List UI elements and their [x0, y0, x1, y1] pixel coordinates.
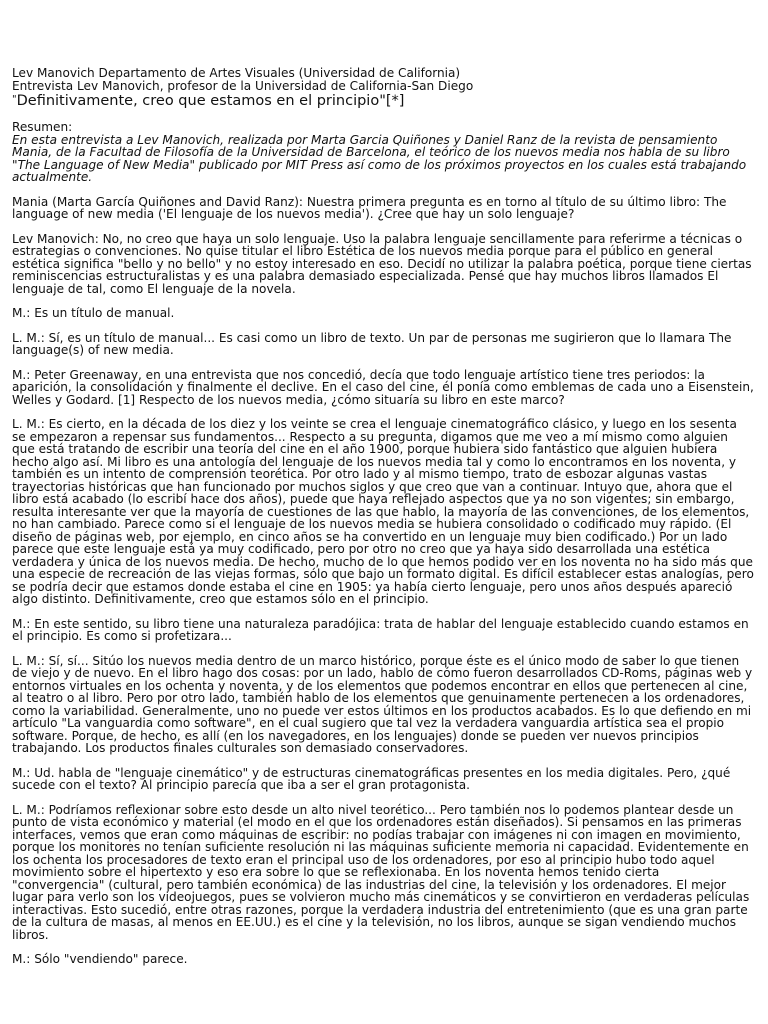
interview-paragraph: L. M.: Podríamos reflexionar sobre esto desde un alto nivel teorético... Pero también nos lo podemos plantear desde un punto de vista económico y material (el modo en el que los ordenadores están diseñados). Si pensamos en las primeras interfaces, vemos que eran como máquinas de escribir: no podías trabajar con imágenes ni con imagen en movimiento, porque los monitores no tenían suficiente resolución ni las máquinas suficiente memoria ni capacidad. Evidentemente en los ochenta los procesadores de texto eran el principal uso de los ordenadores, por eso al principio hubo todo aquel movimiento sobre el hipertexto y eso era sobre lo que se reflexionaba. En los noventa hemos tenido cierta "convergencia" (cultural, pero también económica) de las industrias del cine, la televisión y los ordenadores. El mejor lugar para verlo son los videojuegos, pues se volvieron mucho más cinemáticos y se convirtieron en verdaderas películas interactivas. Esto sucedió, entre otras razones, porque la verdadera industria del entretenimiento (que es una gran parte de la cultura de masas, al menos en EE.UU.) es el cine y la televisión, no los libros, aunque se sigan vendiendo muchos libros.: [12, 802, 750, 942]
interview-subtitle: Entrevista Lev Manovich, profesor de la Universidad de California-San Diego: [12, 78, 474, 93]
interview-paragraph: L. M.: Sí, sí... Sitúo los nuevos media dentro de un marco histórico, porque éste es el único modo de saber lo que tienen de viejo y de nuevo. En el libro hago dos cosas: por un lado, hablo de cómo fueron desarrollados CD-Roms, páginas web y entornos virtuales en los ochenta y noventa, y de los elementos que podemos encontrar en ellos que pertenecen al cine, al teatro o al libro. Pero por otro lado, también hablo de los elementos que genuinamente pertenecen a los ordenadores, como la variabilidad. Generalmente, uno no puede ver estos últimos en los productos acabados. Es lo que defiendo en mi artículo "La vanguardia como software", en el cual sugiero que tal vez la verdadera vanguardia artística sea el propio software. Porque, de hecho, es allí (en los navegadores, en los lenguajes) donde se pueden ver nuevos principios trabajando. Los productos finales culturales son demasiado conservadores.: [12, 653, 753, 755]
interview-paragraph: L. M.: Sí, es un título de manual... Es casi como un libro de texto. Un par de personas me sugirieron que lo llamara The language(s) of new media.: [12, 330, 732, 357]
interview-paragraph: M.: Peter Greenaway, en una entrevista que nos concedió, decía que todo lenguaje artístico tiene tres periodos: la aparición, la consolidación y finalmente el declive. En el caso del cine, él ponía como emblemas de cada uno a Eisenstein, Welles y Godard. [1] Respecto de los nuevos media, ¿cómo situaría su libro en este marco?: [12, 367, 754, 407]
interview-paragraph: L. M.: Es cierto, en la década de los diez y los veinte se crea el lenguaje cinematográfico clásico, y luego en los sesenta se empezaron a repensar sus fundamentos... Respecto a su pregunta, digamos que me veo a mí mismo como alguien que está tratando de escribir una teoría del cine en el año 1900, porque hubiera sido fantástico que alguien hubiera hecho algo así. Mi libro es una antología del lenguaje de los nuevos media tal y como lo encontramos en los noventa, y también es un intento de comprensión teorética. Por otro lado y al mismo tiempo, trato de esbozar algunas vastas trayectorias históricas que han funcionado por muchos siglos y que creo que van a continuar. Intuyo que, ahora que el libro está acabado (lo escribí hace dos años), puede que haya reflejado aspectos que ya no son vigentes; sin embargo, resulta interesante ver que la mayoría de cuestiones de las que hablo, la mayoría de las convenciones, de los elementos, no han cambiado. Parece como si el lenguaje de los nuevos media se hubiera consolidado o codificado muy rápido. (El diseño de páginas web, por ejemplo, en cinco años se ha convertido en un lenguaje muy bien codificado.) Por un lado parece que este lenguaje está ya muy codificado, pero por otro no creo que ya haya sido desarrollada una estética verdadera y única de los nuevos media. De hecho, mucho de lo que hemos podido ver en los noventa no ha sido más que una especie de recreación de las viejas formas, sólo que bajo un formato digital. Es difícil establecer estas analogías, pero se podría decir que estamos donde estaba el cine en 1905: ya había cierto lenguaje, pero unos años después apareció algo distinto. Definitivamente, creo que estamos sólo en el principio.: [12, 417, 754, 606]
interview-paragraph: M.: Es un título de manual.: [12, 306, 175, 320]
interview-paragraph: M.: Sólo "vendiendo" parece.: [12, 952, 188, 966]
abstract-label: Resumen:: [12, 120, 73, 134]
interview-paragraph: M.: Ud. habla de "lenguaje cinemático" y de estructuras cinematográficas presentes en los media digitales. Pero, ¿qué sucede con el texto? Al principio parecía que iba a ser el gran protagonista.: [12, 765, 731, 792]
author-affiliation: Lev Manovich Departamento de Artes Visuales (Universidad de California): [12, 66, 461, 80]
document-title: [12, 92, 754, 109]
document-page: [12, 67, 754, 966]
interview-paragraph: M.: En este sentido, su libro tiene una naturaleza paradójica: trata de hablar del lenguaje establecido cuando estamos en el principio. Es como si profetizara...: [12, 616, 749, 643]
interview-paragraph: Mania (Marta García Quiñones and David Ranz): Nuestra primera pregunta es en torno al título de su último libro: The language of new media ('El lenguaje de los nuevos media'). ¿Cree que hay un solo lenguaje?: [12, 194, 727, 221]
title-text: Definitivamente, creo que estamos en el principio"[*]: [16, 93, 405, 109]
interview-paragraph: Lev Manovich: No, no creo que haya un solo lenguaje. Uso la palabra lenguaje sencillamente para referirme a técnicas o estrategias o convenciones. No quise titular el libro Estética de los nuevos media porque para el público en general estética significa "bello y no bello" y no estoy interesado en eso. Decidí no utilizar la palabra poética, porque tiene ciertas reminiscencias estructuralistas y es una palabra demasiado especializada. Pensé que hay muchos libros llamados El lenguaje de tal, como El lenguaje de la novela.: [12, 231, 752, 296]
abstract-text: En esta entrevista a Lev Manovich, realizada por Marta Garcia Quiñones y Daniel Ranz de la revista de pensamiento Mania, de la Facultad de Filosofía de la Universidad de Barcelona, el teórico de los nuevos media nos habla de su libro "The Language of New Media" publicado por MIT Press así como de los próximos proyectos en los cuales está trabajando actualmente.: [12, 132, 747, 184]
title-open-quote: ": [12, 94, 17, 105]
